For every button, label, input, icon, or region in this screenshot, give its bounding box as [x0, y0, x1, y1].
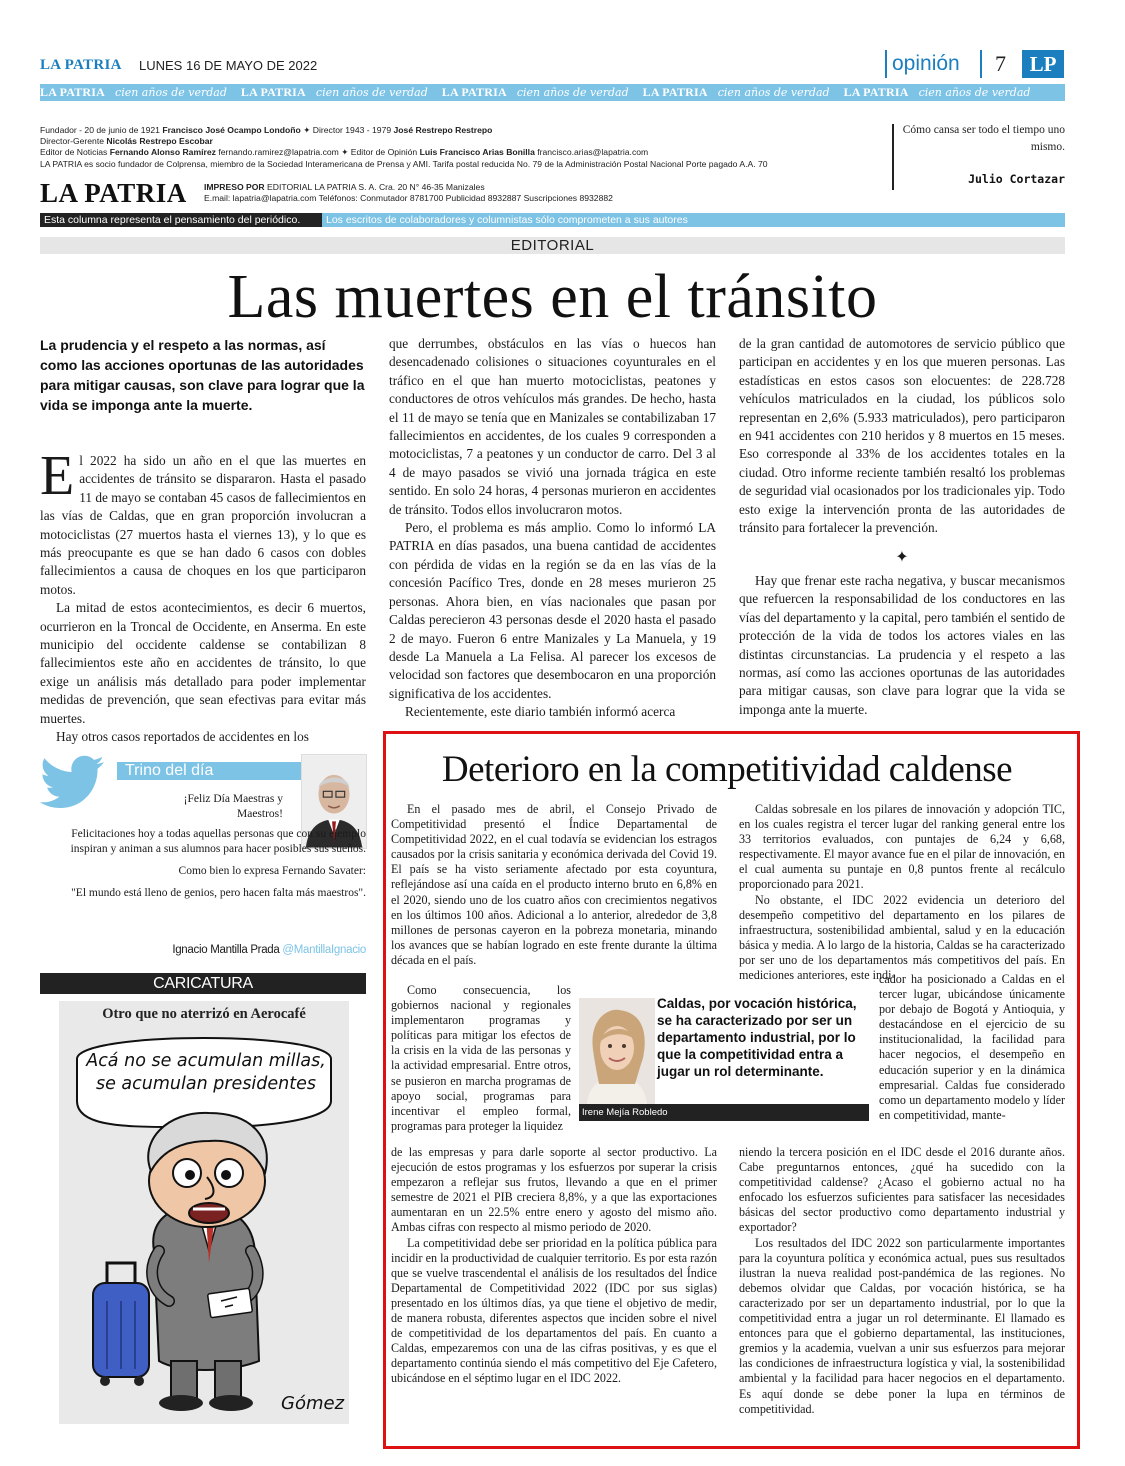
trino-quote: "El mundo está lleno de genios, pero hacen falta más maestros".	[71, 887, 366, 899]
credit-founder: Francisco José Ocampo Londoño	[162, 125, 301, 135]
cartoon-speech-bubble: Acá no se acumulan millas, se acumulan presidentes	[86, 1051, 326, 1094]
editorial-paragraph: que derrumbes, obstáculos en las vías o huecos han desencadenado colisiones o situaciones coyunturales en el tráfico en el que han muerto motociclistas, peatones y conductores de otros vehículos más grandes. De hecho, hasta el 11 de mayo se tenía que en Manizales se contabilizaban 17 fallecimientos en accidentes, de los cuales 9 corresponden a motociclistas, 7 a peatones y un conductor de carro. Del 3 al 4 de mayo pasados se vivió una jornada trágica en este sentido. En solo 24 horas, 4 personas murieron en accidentes de tránsito. Todos ellos involucraron motos.	[389, 336, 716, 517]
band-brand: LA PATRIA	[240, 85, 306, 99]
credit-director-hist: José Restrepo Restrepo	[393, 125, 493, 135]
author-photo	[579, 998, 655, 1104]
masthead-date: LUNES 16 DE MAYO DE 2022	[139, 58, 318, 73]
cartoon-title: Otro que no aterrizó en Aerocafé	[102, 1006, 306, 1022]
band-brand: LA PATRIA	[441, 85, 507, 99]
trino-paragraph: Como bien lo expresa Fernando Savater:	[178, 865, 366, 877]
band-slogan: cien años de verdad	[918, 86, 1031, 99]
centennial-band-item	[844, 85, 1031, 100]
caricatura-label: CARICATURA	[40, 973, 366, 994]
editorial-paragraph: Hay que frenar este racha negativa, y buscar mecanismos que refuercen la responsabilidad de los conductores en las vías del departamento y la capital, pero también el sentido de protección de la vida de todos los actores viales en las distintas circunstancias. La prudencia y el respeto a las normas, así como las acciones oportunas de las autoridades para mitigar causas, son clave para lograr que la vida se imponga ante la muerte.	[739, 572, 1065, 717]
credit-opinion-label: Editor de Opinión	[350, 147, 418, 158]
credit-news-editor: Fernando Alonso Ramírez	[109, 147, 216, 158]
trino-author-name: Ignacio Mantilla Prada	[172, 944, 280, 956]
editorial-column-1	[40, 445, 366, 745]
centennial-band-item	[241, 85, 428, 100]
centennial-band	[40, 84, 1065, 101]
diamond-icon: ✦	[341, 147, 351, 158]
band-slogan: cien años de verdad	[315, 86, 428, 99]
credit-news-mail: fernando.ramirez@lapatria.com	[218, 147, 339, 158]
diamond-icon: ✦	[303, 125, 313, 135]
disclaimer-columnists: Los escritos de colaboradores y columnistas sólo comprometen a sus autores	[326, 214, 688, 226]
trino-body	[40, 827, 366, 901]
section-divider-icon: ✦	[895, 549, 909, 567]
section-separator	[980, 50, 982, 78]
twitter-handle[interactable]: @MantillaIgnacio	[282, 944, 366, 956]
opinion-paragraph: Como consecuencia, los gobiernos nacional y regionales implementaron programas y políticas para mitigar los efectos de la crisis en la vida de las personas y la actividad empresarial. Entre otros, se pusieron en marcha programas de apoyo social, programas para incentivar el empleo formal, programas para proteger la liquidez	[391, 983, 571, 1133]
credit-news-label: Editor de Noticias	[40, 147, 108, 158]
centennial-band-item	[442, 85, 629, 100]
page-number: 7	[995, 51, 1006, 76]
band-slogan: cien años de verdad	[115, 86, 227, 99]
credit-director-period: Director 1943 - 1979	[312, 125, 392, 135]
quote-author: Julio Cortazar	[968, 172, 1065, 186]
opinion-paragraph: La competitividad debe ser prioridad en la política pública para incidir en la productividad de cualquier territorio. Es por esta razón que se vuelve trascendental el análisis de los resultados del Índice Departamental de Competitividad 2022 (IDC por sus siglas) presentado en los últimos días, ya que tiene el objetivo de medir, de manera robusta, diferentes aspectos que inciden sobre el nivel de competitividad de los departamentos del país. En cuanto a Caldas, empezaremos con una de las cifras positivas, y es que el departamento continúa siendo el más competitivo del Eje Cafetero, ubicándose en el séptimo lugar en el IDC 2022.	[391, 1235, 717, 1386]
opinion-paragraph: Caldas sobresale en los pilares de innovación y adopción TIC, en los cuales registra el tercer lugar del ranking general entre los 33 territorios evaluados, con puntajes de 6,24 y 6,68, respectivamente. El mayor avance fue en el pilar de innovación, en el cual aumenta su puntaje en 0,8 puntos frente al recálculo proporcionado para 2021.	[739, 802, 1065, 892]
editorial-lead: La prudencia y el respeto a las normas, así como las acciones oportunas de las autoridades para mitigar causas, son clave para lograr que la vida se imponga ante la muerte.	[40, 337, 365, 413]
editorial-paragraph: Recientemente, este diario también informó acerca	[405, 704, 676, 720]
trino-label: Trino del día	[125, 762, 214, 779]
opinion-paragraph: En el pasado mes de abril, el Consejo Privado de Competitividad presentó el Índice Departamental de Competitividad 2022, en el cual todavía se evidencian los estragos causados por la crisis sanitaria y económica derivada del Covid 19. El país se ha visto seriamente afectado por esta coyuntura, reflejándose así una caída en el producto interno bruto en 6,8% en el 2020, siendo uno de los cuatro años con crecimientos negativos en los últimos 100 años. Adicional a lo anterior, alrededor de 3,8 millones de personas cayeron en la pobreza monetaria, minando los avances que se habían logrado en este frente durante la última década en el país.	[391, 802, 717, 967]
opinion-column-1	[391, 802, 717, 982]
quote-of-the-day: Cómo cansa ser todo el tiempo uno mismo.	[902, 124, 1065, 153]
credit-opinion-editor: Luis Francisco Arias Bonilla	[419, 147, 535, 158]
credit-director-label: Director-Gerente	[40, 136, 104, 147]
opinion-headline: Deterioro en la competitividad caldense	[441, 749, 1013, 790]
print-address: EDITORIAL LA PATRIA S. A. Cra. 20 N° 46-35 Manizales	[267, 182, 485, 192]
drop-cap: E	[40, 445, 75, 507]
opinion-paragraph: No obstante, el IDC 2022 evidencia un deterioro del desempeño competitivo del departamento en los pilares de infraestructura, sostenibilidad ambiental, salud y en la educación básica y media. A lo largo de la historia, Caldas se ha caracterizado por ser uno de los departamentos más competitivos del país. En mediciones anteriores, este indi-	[739, 892, 1065, 983]
band-slogan: cien años de verdad	[516, 86, 629, 99]
opinion-paragraph: cador ha posicionado a Caldas en el tercer lugar, ubicándose únicamente por debajo de Bogotá y Antioquia, y destacándose en el ejercicio de su institucionalidad, la facilidad para hacer negocios, el desempeño en educación superior y en la dinámica empresarial. Caldas fue considerado como un departamento modelo y líder en competitividad, mante-	[879, 972, 1065, 1122]
opinion-paragraph: niendo la tercera posición en el IDC desde el 2016 durante años. Cabe preguntarnos entonces, ¿qué ha sucedido con la competitividad caldense? ¿Acaso el gobierno actual no ha enfocado los esfuerzos suficientes para satisfacer las necesidades básicas del sector productivo como departamento industrial y exportador?	[739, 1145, 1065, 1235]
quote-rule	[892, 124, 894, 190]
band-brand: LA PATRIA	[843, 85, 909, 99]
la-patria-wordmark: LA PATRIA	[40, 178, 187, 208]
credit-founded: Fundador - 20 de junio de 1921	[40, 125, 160, 135]
editorial-paragraph: Pero, el problema es más amplio. Como lo informó LA PATRIA en días pasados, una buena cantidad de accidentes con pérdida de vidas en la región se da en las vías de la concesión Pacífico Tres, donde en 28 meses murieron 25 personas. Ahora bien, en vías nacionales que pasan por Caldas perecieron 43 personas desde el 2020 hasta el pasado 2 de mayo. Fueron 6 entre Manizales y La Manuela, y 19 desde La Manuela a La Felisa. Al parecer los excesos de velocidad son factores que desembocaron en una proporción significativa de los accidentes.	[389, 520, 716, 701]
trino-paragraph: Felicitaciones hoy a todas aquellas personas que con su ejemplo inspiran y animan a sus alumnos para hacer posibles sus sueños.	[70, 828, 366, 855]
print-label: IMPRESO POR	[204, 182, 265, 192]
opinion-column-3	[739, 802, 1065, 983]
credit-membership: LA PATRIA es socio fundador de Colprensa, miembro de la Sociedad Interamericana de Prensa y AMI. Tarifa postal reducida No. 79 de la Administración Postal Nacional Porte pagado A.A. 70	[40, 158, 768, 169]
editorial-paragraph: Hay otros casos reportados de accidentes en los	[56, 729, 309, 745]
opinion-column-2-wrap	[391, 983, 571, 1145]
centennial-band-item	[643, 85, 830, 100]
editorial-headline: Las muertes en el tránsito	[227, 263, 878, 331]
print-contact: E.mail: lapatria@lapatria.com Teléfonos: Conmutador 8781700 Publicidad 8932887 Suscripciones 8932882	[204, 193, 613, 203]
band-slogan: cien años de verdad	[717, 86, 830, 99]
opinion-paragraph: Los resultados del IDC 2022 son particularmente importantes para la coyuntura política y económica actual, pues sus resultados ilustran la nueva realidad post-pandémica de las regiones. No debemos olvidar que Caldas, por vocación histórica, se ha caracterizado por ser un departamento industrial, por lo que la competitividad entra a jugar un rol determinante. El llamado es entonces para que el gobierno departamental, las instituciones, gremios y la academia, vuelvan a unir sus esfuerzos para mejorar las condiciones de infraestructura logística y vial, la sostenibilidad ambiental y la facilidad para hacer negocios en el departamento. Es aquí donde se debe poner la lupa en términos de competitividad.	[739, 1235, 1065, 1416]
editorial-column-3	[739, 335, 1065, 728]
author-name: Irene Mejía Robledo	[582, 1107, 668, 1118]
section-tag: opinión	[885, 50, 960, 78]
opinion-column-2	[391, 1145, 717, 1430]
pull-quote: Caldas, por vocación histórica, se ha caracterizado por ser un departamento industrial, por lo que la competitividad entra a jugar un rol determinante.	[657, 996, 857, 1079]
editorial-paragraph: La mitad de estos acontecimientos, es decir 6 muertos, ocurrieron en la Troncal de Occidente, en Anserma. En este municipio del occidente caldense se contabilizan 8 fallecimientos este año en accidentes de tránsito, lo que exige un análisis más detallado para poder implementar medidas de prevención, que sean efectivas para evitar más muertes.	[40, 600, 366, 726]
opinion-column-4	[739, 1145, 1065, 1430]
trino-author	[40, 944, 366, 956]
disclaimer-editorial: Esta columna representa el pensamiento del periódico.	[40, 213, 322, 227]
cartoon-signature: Gómez	[281, 1393, 345, 1414]
twitter-bird-icon	[40, 755, 106, 807]
masthead-brand: LA PATRIA	[40, 57, 122, 73]
print-info	[204, 182, 613, 204]
trino-greeting: ¡Feliz Día Maestras y Maestros!	[183, 793, 283, 820]
band-brand: LA PATRIA	[642, 85, 708, 99]
staff-credits	[40, 125, 870, 170]
editorial-column-2	[389, 335, 716, 728]
editorial-paragraph: l 2022 ha sido un año en el que las muertes en accidentes de tránsito se dispararon. Hasta el pasado 11 de mayo se contaban 45 casos de fallecimientos en las vías de Caldas, que en gran proporción involucran a motociclistas (27 muertos hasta el viernes 13), y lo que es más preocupante es que se han dado 6 casos con dobles fallecimientos a causa de choques en los que participaron motos.	[40, 453, 366, 597]
band-brand: LA PATRIA	[40, 85, 106, 99]
editorial-paragraph: de la gran cantidad de automotores de servicio público que participan en accidentes y en los que mueren personas. Las estadísticas en estos casos son elocuentes: de 228.728 vehículos matriculados en la ciudad, los públicos solo representan en 2,6% (5.933 matriculados), pero participaron en 941 accidentes con 210 heridos y 8 muertos en 15 meses. Eso corresponde al 33% de los accidentes totales en la ciudad. Otro informe reciente también resaltó los problemas de seguridad vial ocasionados por los tradicionales yip. Todo esto exige la intervención pronta de las autoridades de tránsito para fortalecer la prevención.	[739, 336, 1065, 536]
centennial-band-item	[40, 85, 227, 100]
editorial-label: EDITORIAL	[40, 237, 1065, 254]
credit-opinion-mail: francisco.arias@lapatria.com	[537, 147, 649, 158]
opinion-paragraph: de las empresas y para darle soporte al sector productivo. La ejecución de estos programas y los esfuerzos por superar la crisis empezaron a reflejar sus frutos, llevando a que en el primer semestre de 2021 el PIB creciera 8,8%, y a que las exportaciones aumentaran en un 22.5% entre enero y agosto del mismo año. Ambas cifras con respecto al mismo periodo de 2020.	[391, 1145, 717, 1235]
opinion-column-3-wrap	[879, 972, 1065, 1144]
credit-director: Nicolás Restrepo Escobar	[106, 136, 213, 147]
lp-logo: LP	[1022, 50, 1064, 78]
